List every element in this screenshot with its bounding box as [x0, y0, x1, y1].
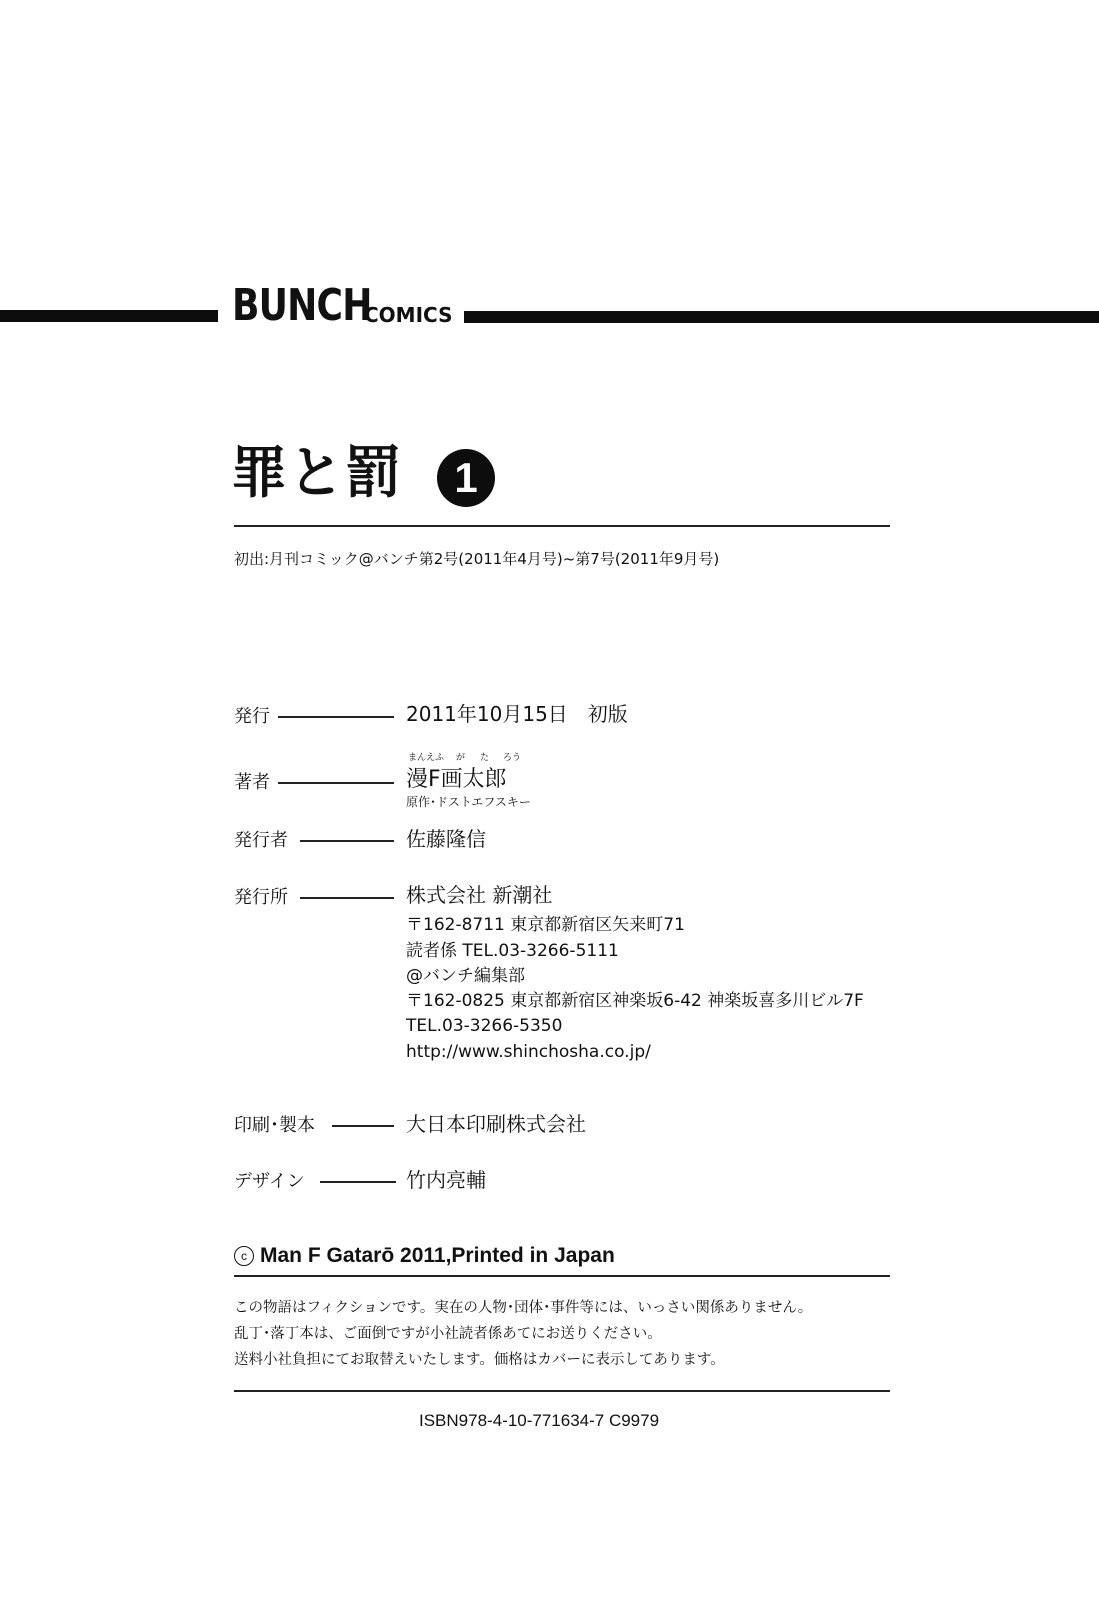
isbn-rule	[234, 1390, 890, 1392]
publisher-person-value: 佐藤隆信	[406, 827, 486, 851]
publisher-label: 発行所	[234, 887, 288, 908]
printing-label: 印刷･製本	[234, 1115, 315, 1136]
issue-leader	[278, 716, 394, 718]
volume-badge: 1	[437, 449, 495, 507]
publisher-value: 株式会社 新潮社	[406, 883, 553, 907]
notice-exchange: 送料小社負担にてお取替えいたします。価格はカバーに表示してあります。	[234, 1352, 725, 1368]
original-work: 原作･ドストエフスキー	[406, 795, 531, 809]
publisher-editorial: @バンチ編集部	[406, 966, 525, 986]
author-ruby: ろう	[503, 753, 522, 763]
publisher-address: 〒162-8711 東京都新宿区矢来町71	[406, 915, 685, 935]
publisher-editorial-tel: TEL.03-3266-5350	[406, 1016, 563, 1036]
author-label: 著者	[234, 772, 270, 793]
issue-label: 発行	[234, 706, 270, 727]
publisher-person-leader	[300, 840, 394, 842]
publisher-person-label: 発行者	[234, 830, 288, 851]
publisher-leader	[300, 897, 394, 899]
copyright-mark: c	[234, 1246, 254, 1266]
author-value: 漫F画太郎	[406, 767, 507, 792]
issue-value: 2011年10月15日 初版	[406, 702, 628, 726]
brand-logo: BUNCH	[232, 280, 372, 331]
copyright-line	[234, 1245, 615, 1266]
title-rule	[234, 525, 890, 527]
isbn: ISBN978-4-10-771634-7 C9979	[419, 1411, 660, 1430]
brand-rule-right	[464, 311, 1099, 323]
design-value: 竹内亮輔	[406, 1168, 486, 1192]
author-ruby: まんえふ	[408, 753, 445, 763]
publisher-reader-tel: 読者係 TEL.03-3266-5111	[406, 941, 619, 961]
brand-line: COMICS	[364, 303, 453, 327]
author-ruby: た	[480, 753, 490, 763]
publisher-editorial-address: 〒162-0825 東京都新宿区神楽坂6-42 神楽坂喜多川ビル7F	[406, 991, 864, 1011]
copyright-text: Man F Gatarō 2011,Printed in Japan	[260, 1244, 615, 1267]
publisher-url: http://www.shinchosha.co.jp/	[406, 1042, 651, 1062]
author-ruby: が	[456, 753, 466, 763]
printing-leader	[332, 1125, 394, 1127]
book-title: 罪と罰	[231, 441, 402, 506]
design-label: デザイン	[234, 1171, 305, 1192]
brand-rule-left	[0, 310, 218, 322]
notice-fiction: この物語はフィクションです。実在の人物･団体･事件等には、いっさい関係ありません。	[234, 1300, 813, 1316]
notice-defects: 乱丁･落丁本は、ご面倒ですが小社読者係あてにお送りください。	[234, 1326, 662, 1342]
author-leader	[278, 782, 394, 784]
first-publication: 初出:月刊コミック@バンチ第2号(2011年4月号)~第7号(2011年9月号)	[234, 550, 720, 568]
design-leader	[320, 1181, 396, 1183]
copyright-rule	[234, 1275, 890, 1277]
printing-value: 大日本印刷株式会社	[406, 1112, 586, 1136]
